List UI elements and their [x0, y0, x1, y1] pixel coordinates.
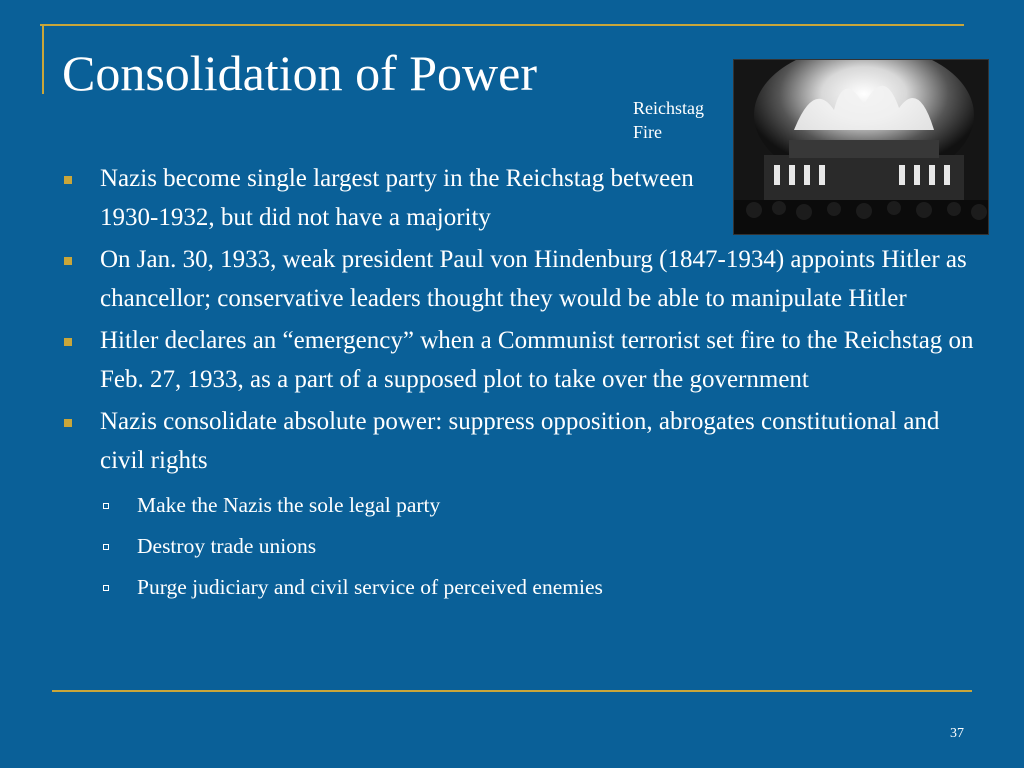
bullet-item	[60, 241, 980, 318]
bullet-item	[60, 160, 980, 237]
sub-bullet-text: Destroy trade unions	[137, 534, 317, 558]
bullet-item	[60, 403, 980, 480]
sub-bullet-text: Make the Nazis the sole legal party	[137, 493, 441, 517]
bullet-list	[60, 160, 980, 613]
sub-bullet-item	[60, 572, 980, 602]
top-rule	[40, 24, 964, 26]
left-rule	[42, 24, 44, 94]
square-bullet-icon	[64, 176, 72, 184]
sub-bullet-item	[60, 531, 980, 561]
square-bullet-icon	[64, 419, 72, 427]
square-bullet-icon	[64, 338, 72, 346]
bullet-text: Nazis consolidate absolute power: suppress opposition, abrogates constitutional and civil rights	[100, 408, 940, 474]
square-bullet-icon	[64, 257, 72, 265]
image-caption: Reichstag Fire	[633, 98, 704, 142]
bullet-text: On Jan. 30, 1933, weak president Paul von Hindenburg (1847-1934) appoints Hitler as chancellor; conservative leaders thought they would be able to manipulate Hitler	[100, 246, 967, 312]
sub-bullet-item	[60, 490, 980, 520]
bottom-rule	[52, 690, 972, 692]
page-number: 37	[950, 726, 964, 741]
bullet-text: Nazis become single largest party in the Reichstag between 1930-1932, but did not have a majority	[100, 165, 694, 231]
sub-bullet-text: Purge judiciary and civil service of perceived enemies	[137, 575, 603, 599]
hollow-square-bullet-icon	[103, 585, 109, 591]
bullet-text: Hitler declares an “emergency” when a Communist terrorist set fire to the Reichstag on Feb. 27, 1933, as a part of a supposed plot to take over the government	[100, 327, 974, 393]
slide-title: Consolidation of Power	[62, 45, 537, 101]
hollow-square-bullet-icon	[103, 503, 109, 509]
hollow-square-bullet-icon	[103, 544, 109, 550]
bullet-item	[60, 322, 980, 399]
